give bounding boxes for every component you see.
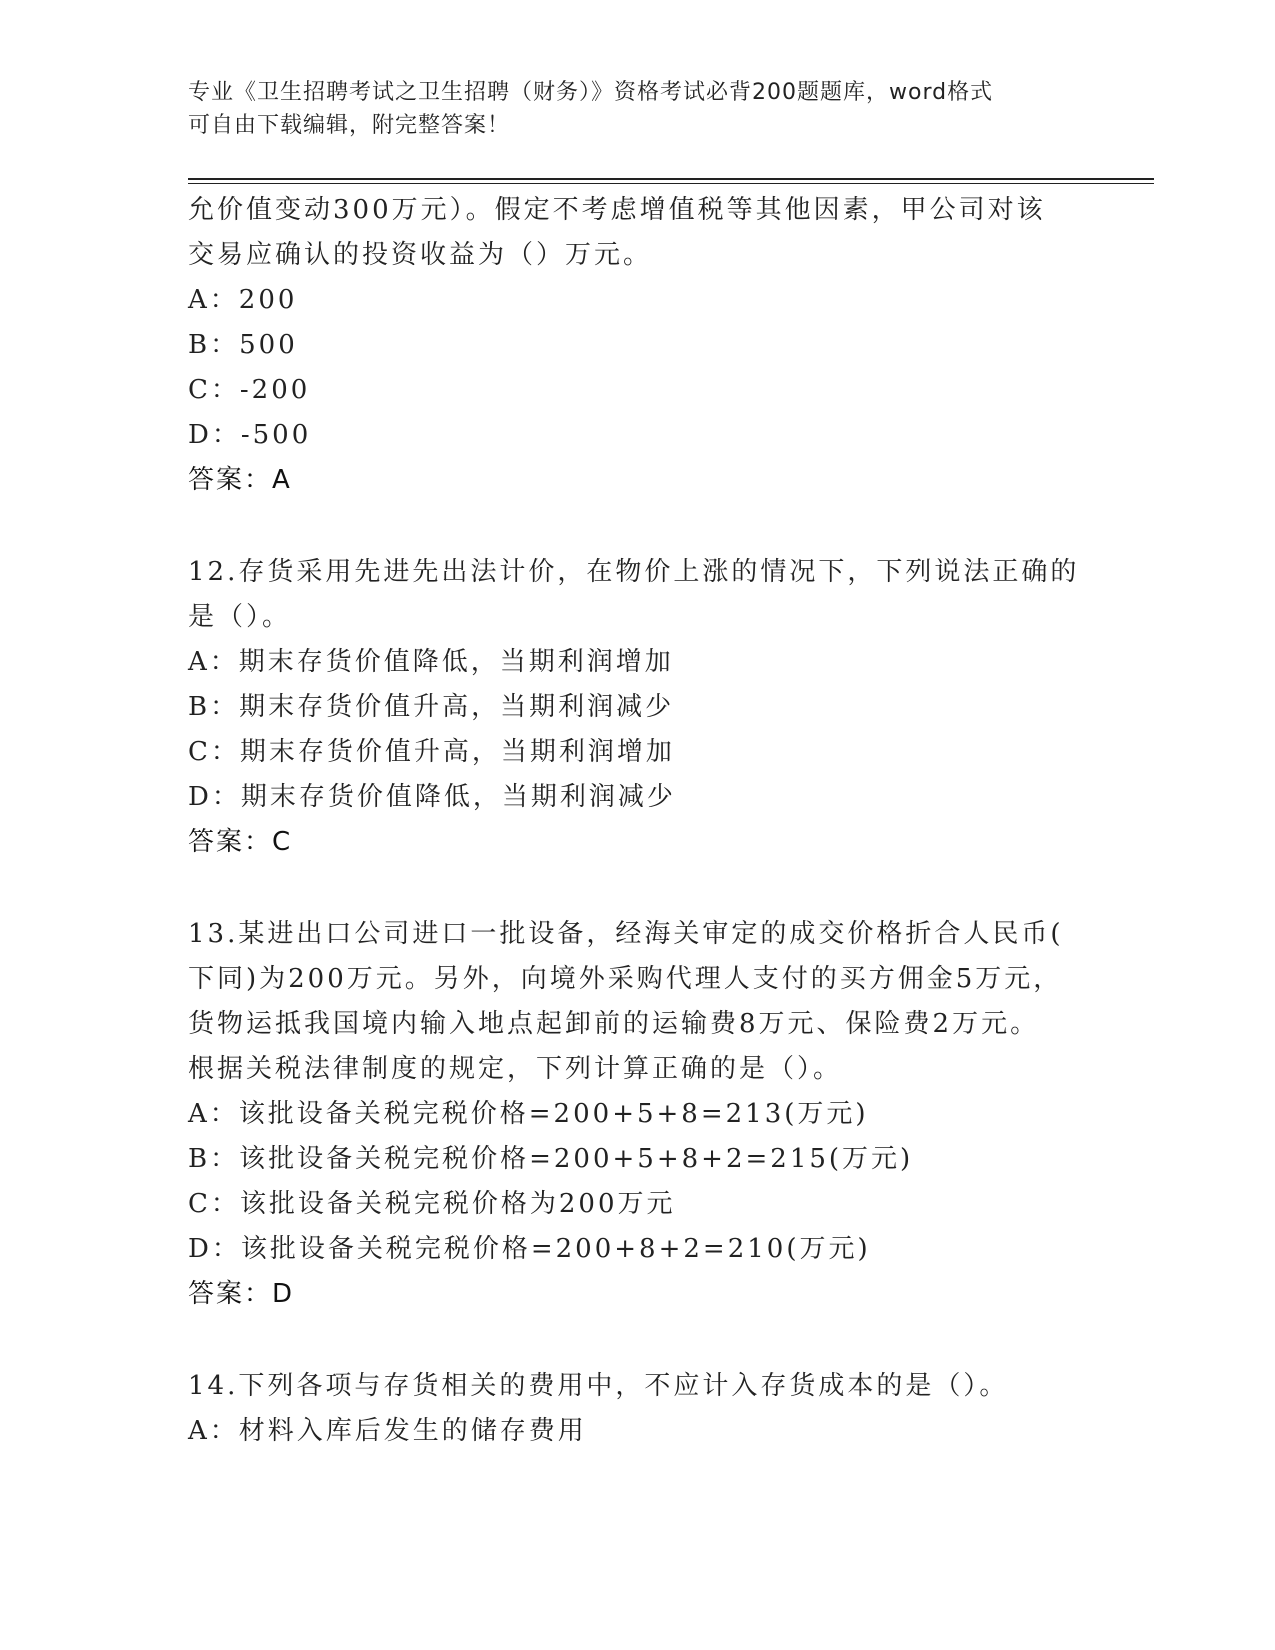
option-c: C：期末存货价值升高，当期利润增加 (188, 737, 675, 767)
answer-line: 答案：A (188, 465, 292, 495)
question-stem-line: 12.存货采用先进先出法计价，在物价上涨的情况下，下列说法正确的 (188, 557, 1080, 587)
question-stem-line: 交易应确认的投资收益为（）万元。 (188, 240, 653, 270)
option-d: D：期末存货价值降低，当期利润减少 (188, 782, 676, 812)
question-11 (188, 188, 1088, 503)
question-stem-line: 根据关税法律制度的规定，下列计算正确的是（）。 (188, 1054, 843, 1084)
question-stem-line: 13.某进出口公司进口一批设备，经海关审定的成交价格折合人民币( (188, 919, 1064, 949)
question-stem-line: 14.下列各项与存货相关的费用中，不应计入存货成本的是（）。 (188, 1371, 1009, 1401)
option-b: B：500 (188, 330, 298, 360)
question-stem-line: 允价值变动300万元）。假定不考虑增值税等其他因素，甲公司对该 (188, 195, 1046, 225)
spacer (188, 503, 1088, 550)
question-12 (188, 550, 1088, 865)
option-c: C：该批设备关税完税价格为200万元 (188, 1189, 676, 1219)
question-stem-line: 下同)为200万元。另外，向境外采购代理人支付的买方佣金5万元， (188, 964, 1063, 994)
option-b: B：期末存货价值升高，当期利润减少 (188, 692, 675, 722)
question-14 (188, 1364, 1088, 1454)
header-rule-thick (188, 178, 1154, 180)
question-list (188, 188, 1088, 1454)
option-a: A：材料入库后发生的储存费用 (188, 1416, 587, 1446)
option-a: A：200 (188, 285, 298, 315)
option-a: A：期末存货价值降低，当期利润增加 (188, 647, 674, 677)
page-header (188, 76, 1068, 142)
header-title-line-1: 专业《卫生招聘考试之卫生招聘（财务）》资格考试必背200题题库，word格式 (188, 80, 994, 105)
option-d: D：该批设备关税完税价格=200+8+2=210(万元) (188, 1234, 871, 1264)
option-c: C：-200 (188, 375, 311, 405)
option-b: B：该批设备关税完税价格=200+5+8+2=215(万元) (188, 1144, 914, 1174)
question-stem-line: 货物运抵我国境内输入地点起卸前的运输费8万元、保险费2万元。 (188, 1009, 1040, 1039)
option-d: D：-500 (188, 420, 312, 450)
spacer (188, 865, 1088, 912)
spacer (188, 1317, 1088, 1364)
answer-line: 答案：D (188, 1279, 295, 1309)
header-title-line-2: 可自由下载编辑，附完整答案！ (188, 113, 511, 138)
question-13 (188, 912, 1088, 1317)
header-rule-thin (188, 183, 1154, 184)
answer-line: 答案：C (188, 827, 293, 857)
question-stem-line: 是（）。 (188, 602, 292, 632)
option-a: A：该批设备关税完税价格=200+5+8=213(万元) (188, 1099, 869, 1129)
